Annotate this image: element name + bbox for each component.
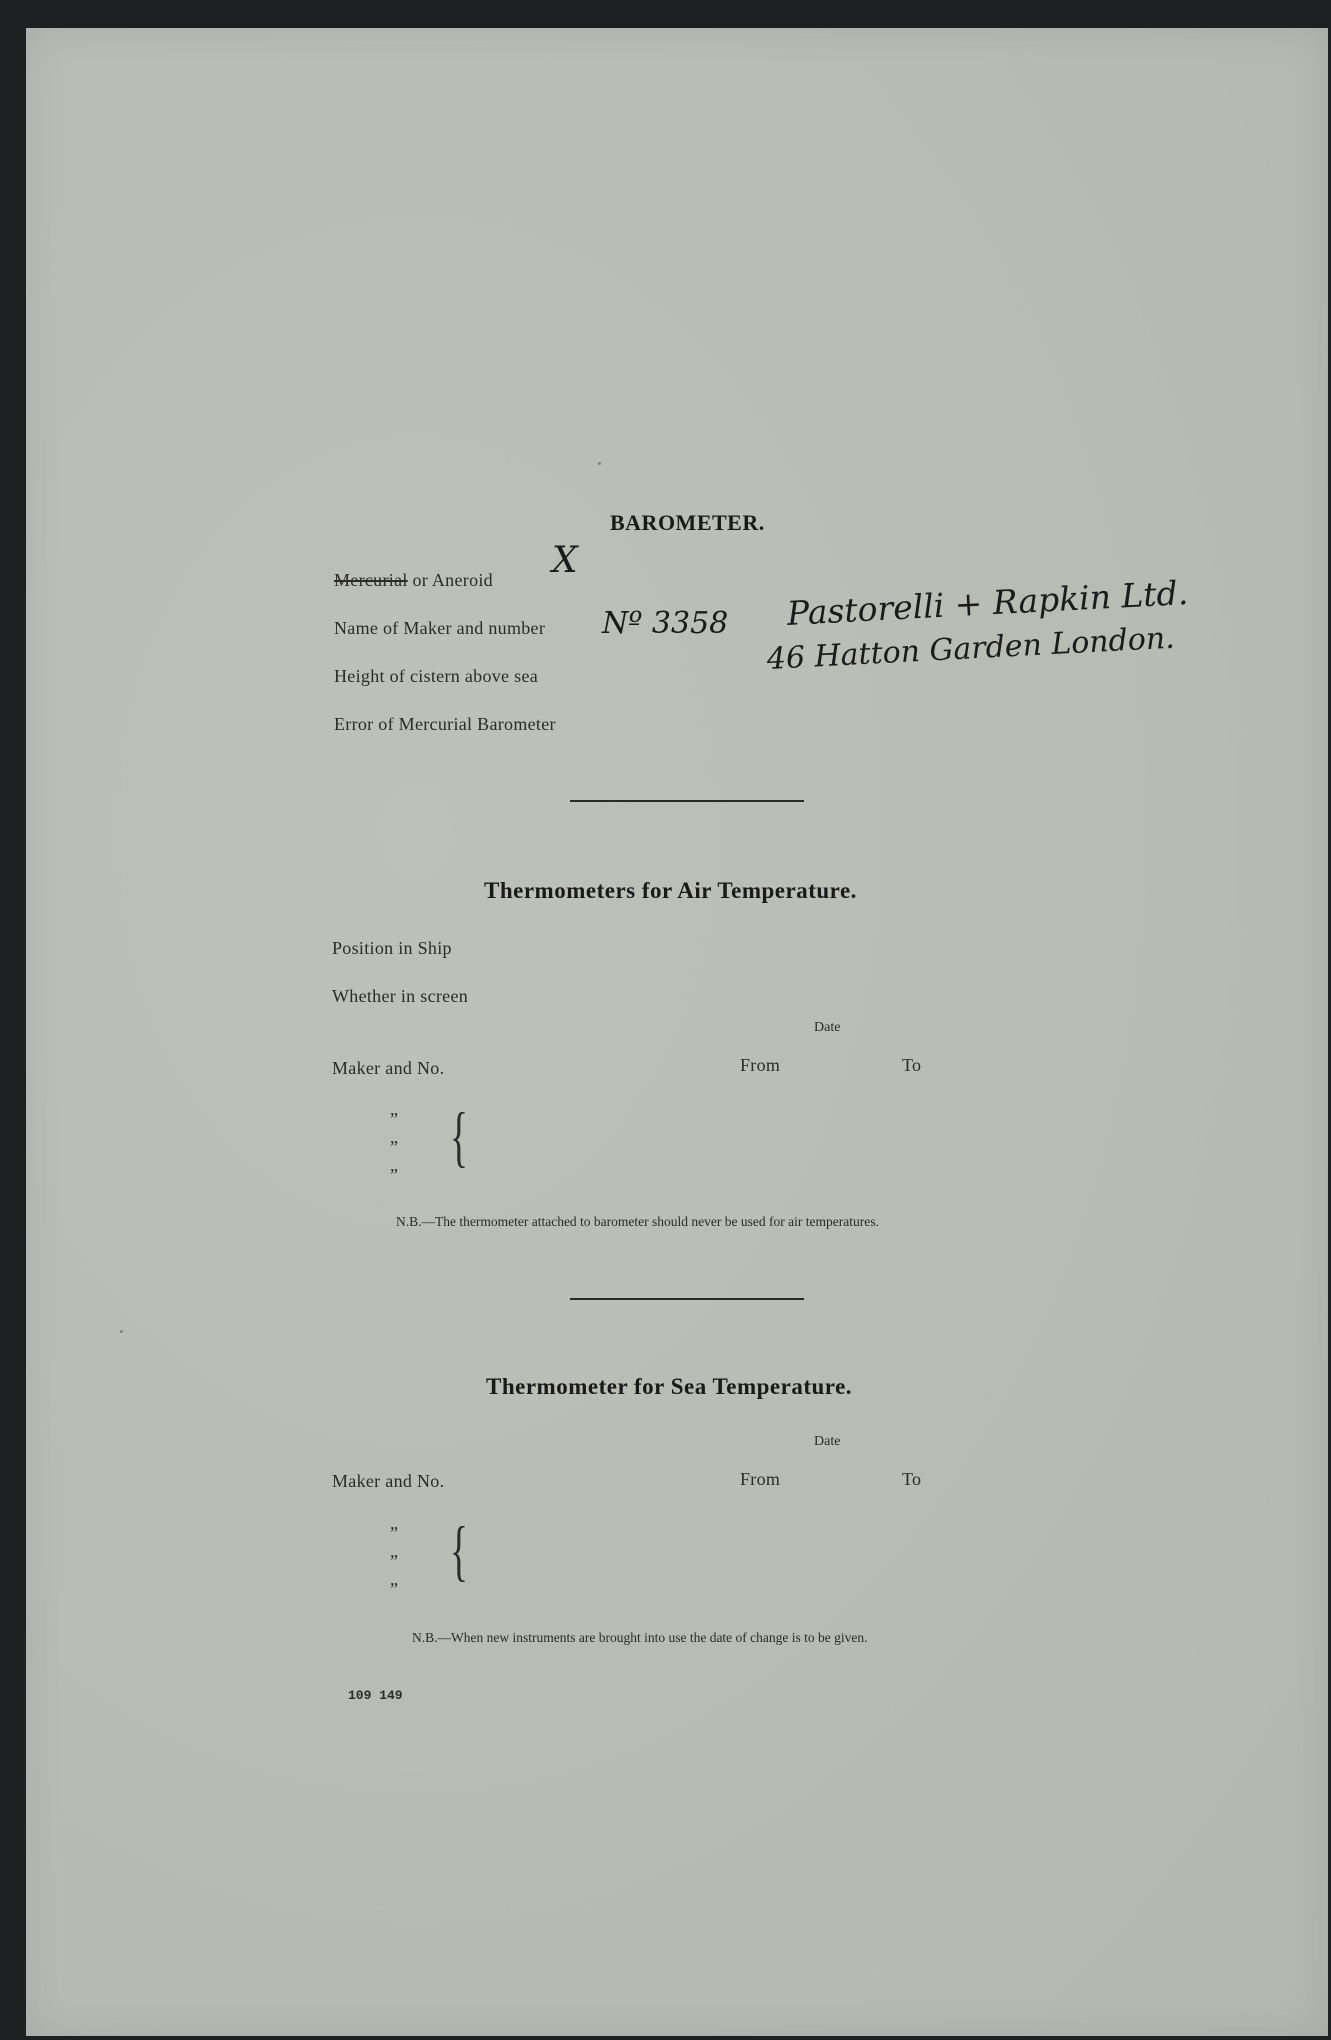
- air-from-label: From: [740, 1055, 781, 1075]
- paper-speck: [120, 1330, 123, 1333]
- sea-ditto-mark: ”: [390, 1551, 398, 1571]
- handwritten-instrument-number: Nº 3358: [602, 606, 729, 641]
- mercurial-or-aneroid-label: [334, 570, 493, 591]
- handwritten-check-mark: X: [552, 540, 578, 581]
- air-ditto-mark: ”: [390, 1137, 398, 1157]
- sea-to-label: To: [902, 1469, 922, 1489]
- air-thermometers-title: Thermometers for Air Temperature.: [484, 878, 857, 903]
- section-divider: [570, 800, 804, 802]
- mercurial-struck-text: Mercurial: [334, 570, 408, 590]
- form-code: 109 149: [348, 1688, 403, 1703]
- maker-number-label: Name of Maker and number: [334, 618, 546, 638]
- air-to-label: To: [902, 1055, 922, 1075]
- handwritten-maker-line-2: 46 Hatton Garden London.: [766, 620, 1176, 677]
- or-aneroid-text: or Aneroid: [412, 570, 493, 590]
- barometer-title: BAROMETER.: [610, 510, 765, 535]
- sea-date-label: Date: [814, 1434, 841, 1449]
- whether-in-screen-label: Whether in screen: [332, 986, 469, 1006]
- sea-maker-no-label: Maker and No.: [332, 1471, 445, 1491]
- air-brace: {: [450, 1098, 468, 1174]
- section-divider: [570, 1298, 804, 1300]
- sea-note: N.B.—When new instruments are brought into use the date of change is to be given.: [412, 1630, 868, 1645]
- position-in-ship-label: Position in Ship: [332, 938, 452, 958]
- form-page: [26, 28, 1328, 2036]
- sea-ditto-mark: ”: [390, 1579, 398, 1599]
- air-note: N.B.—The thermometer attached to barometer should never be used for air temperatures.: [396, 1214, 879, 1229]
- sea-from-label: From: [740, 1469, 781, 1489]
- cistern-height-label: Height of cistern above sea: [334, 666, 539, 686]
- air-ditto-mark: ”: [390, 1109, 398, 1129]
- sea-brace: {: [450, 1512, 468, 1588]
- sea-ditto-mark: ”: [390, 1523, 398, 1543]
- mercurial-error-label: Error of Mercurial Barometer: [334, 714, 556, 734]
- handwritten-maker-line-1: Pastorelli + Rapkin Ltd.: [786, 572, 1190, 633]
- air-maker-no-label: Maker and No.: [332, 1058, 445, 1078]
- air-ditto-mark: ”: [390, 1165, 398, 1185]
- sea-thermometer-title: Thermometer for Sea Temperature.: [486, 1374, 853, 1399]
- paper-speck: [598, 462, 601, 465]
- air-date-label: Date: [814, 1020, 841, 1035]
